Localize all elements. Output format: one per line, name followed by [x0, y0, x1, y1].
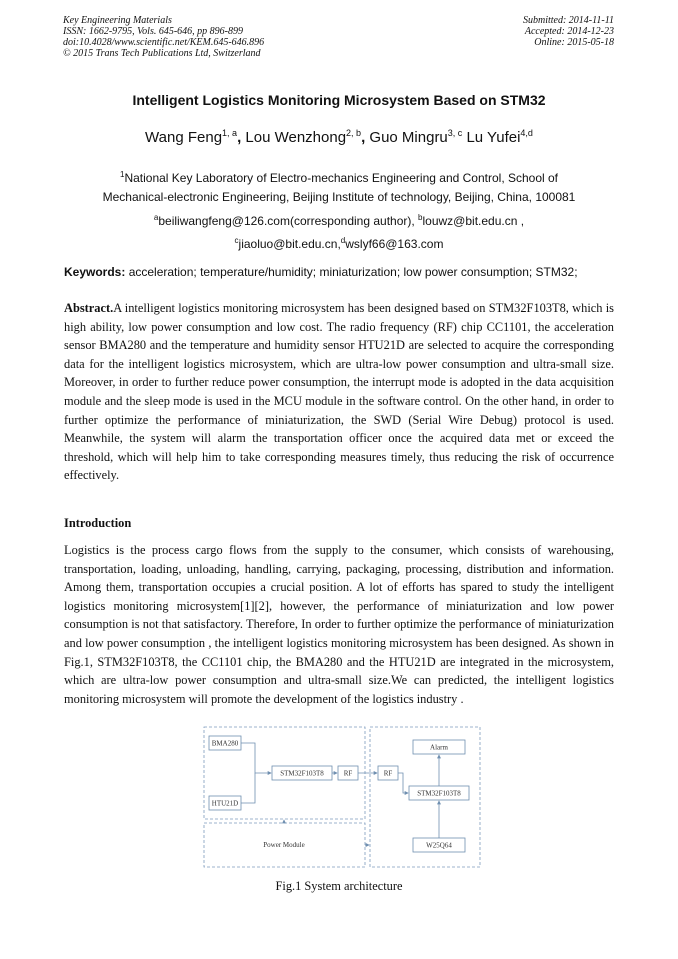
arrow-bma280-stm32 — [241, 743, 271, 773]
author-name: Wang Feng — [145, 129, 223, 146]
author-sup: 4,d — [520, 128, 533, 138]
author-sup: 1, a — [222, 128, 238, 138]
affiliation-line-2: Mechanical-electronic Engineering, Beijing Institute of technology, Beijing, China, 100081 — [102, 190, 576, 204]
author-sup: 3, c — [447, 128, 463, 138]
affiliation-line-1: $^1$National Key Laboratory of Electro-mechanics Engineering and Control, School of — [119, 170, 559, 185]
power-module-label: Power Module — [263, 841, 305, 849]
author-name: Lou Wenzhong — [245, 129, 347, 146]
author-name: Lu Yufei — [466, 129, 521, 146]
email-line-2: $^c$jiaoluo@bit.edu.cn,$^d$wslyf66@163.com — [234, 236, 444, 251]
stm32-left-label: STM32F103T8 — [280, 769, 324, 778]
author-name: Guo Mingru — [369, 129, 448, 146]
author-emails — [0, 208, 678, 254]
alarm-label: Alarm — [430, 743, 448, 752]
affiliation — [0, 165, 678, 207]
rf-right-label: RF — [383, 769, 393, 778]
author-sup: 2, b — [346, 128, 362, 138]
submission-dates — [523, 15, 614, 48]
rf-left-label: RF — [343, 769, 353, 778]
affiliation-sup: 1 — [119, 170, 125, 179]
w25q64-label: W25Q64 — [426, 841, 452, 850]
submitted-date: Submitted: 2014-11-11 — [522, 15, 614, 26]
email-d: wslyf66@163.com — [345, 237, 444, 251]
email-a: beiliwangfeng@126.com(corresponding author), — [158, 214, 419, 228]
abstract — [64, 299, 614, 485]
htu21d-label: HTU21D — [211, 799, 239, 808]
keywords-text: acceleration; temperature/humidity; miniaturization; low power consumption; STM32; — [125, 265, 578, 279]
keywords — [64, 265, 624, 279]
journal-name: Key Engineering Materials — [63, 15, 172, 26]
journal-copyright: © 2015 Trans Tech Publications Ltd, Switzerland — [63, 48, 261, 59]
author-sep: , — [361, 129, 370, 146]
abstract-label: Abstract. — [64, 301, 114, 315]
email-line-1: $^a$beiliwangfeng@126.com(corresponding author), $^b$louwz@bit.edu.cn , — [153, 213, 525, 228]
introduction-text: Logistics is the process cargo flows from the supply to the consumer, which consists of warehousing, transportation, loading, unloading, handling, carrying, packaging, processing, distribution and information. Among them, transportation occupies a crucial position. A lot of efforts has spared to study the intelligent logistics monitoring microsystem[1][2], however, the performance of miniaturization and low power consumption is not that satisfactory. Therefore, In order to further optimize the performance of miniaturization and low power consumption , the intelligent logistics monitoring microsystem has been designed. As shown in Fig.1, STM32F103T8, the CC1101 chip, the BMA280 and the HTU21D are integrated in the microsystem, which are ultra-low power consumption and ultra-small size.We can predicted, the intelligent logistics monitoring microsystem will promote the development of the logistics industry . — [64, 543, 614, 706]
online-date: Online: 2015-05-18 — [534, 37, 614, 48]
keywords-label: Keywords: — [64, 265, 126, 279]
author-list — [0, 128, 678, 146]
abstract-text: A intelligent logistics monitoring microsystem has been designed based on STM32F103T8, which is high ability, low power consumption and low cost. The radio frequency (RF) chip CC1101, the acceleration sensor BMA280 and the temperature and humidity sensor HTU21D are selected to acquire the corresponding data for the intelligent logistics microsystem, which are ultra-low power consumption and ultra-small size. Moreover, in order to further reduce power consumption, the interrupt mode is adopted in the data acquisition module and the sleep mode is used in the MCU module in the software control. On the other hand, in order to further optimize the performance of miniaturization, the SWD (Serial Wire Debug) protocol is used. Meanwhile, the system will alarm the transportation officer once the acquired data met or exceed the threshold, which will help him to take corresponding measures timely, thus reducing the risk of occurrence effectively. — [64, 301, 614, 483]
arrow-rf-stm32 — [398, 773, 408, 793]
introduction-heading: Introduction — [64, 516, 132, 530]
author-sep: , — [237, 129, 246, 146]
journal-doi: doi:10.4028/www.scientific.net/KEM.645-646.896 — [63, 37, 265, 48]
system-architecture-figure — [200, 723, 485, 873]
stm32-right-label: STM32F103T8 — [417, 789, 461, 798]
arrow-htu21d-stm32 — [241, 773, 255, 803]
accepted-date: Accepted: 2014-12-23 — [524, 26, 614, 37]
journal-issn: ISSN: 1662-9795, Vols. 645-646, pp 896-899 — [63, 26, 243, 37]
paper-title: Intelligent Logistics Monitoring Microsystem Based on STM32 — [132, 92, 546, 108]
bma280-label: BMA280 — [211, 739, 239, 748]
figure-caption: Fig.1 System architecture — [275, 879, 403, 893]
email-c: jiaoluo@bit.edu.cn, — [238, 237, 341, 251]
journal-info — [63, 15, 264, 59]
email-b: louwz@bit.edu.cn , — [422, 214, 525, 228]
